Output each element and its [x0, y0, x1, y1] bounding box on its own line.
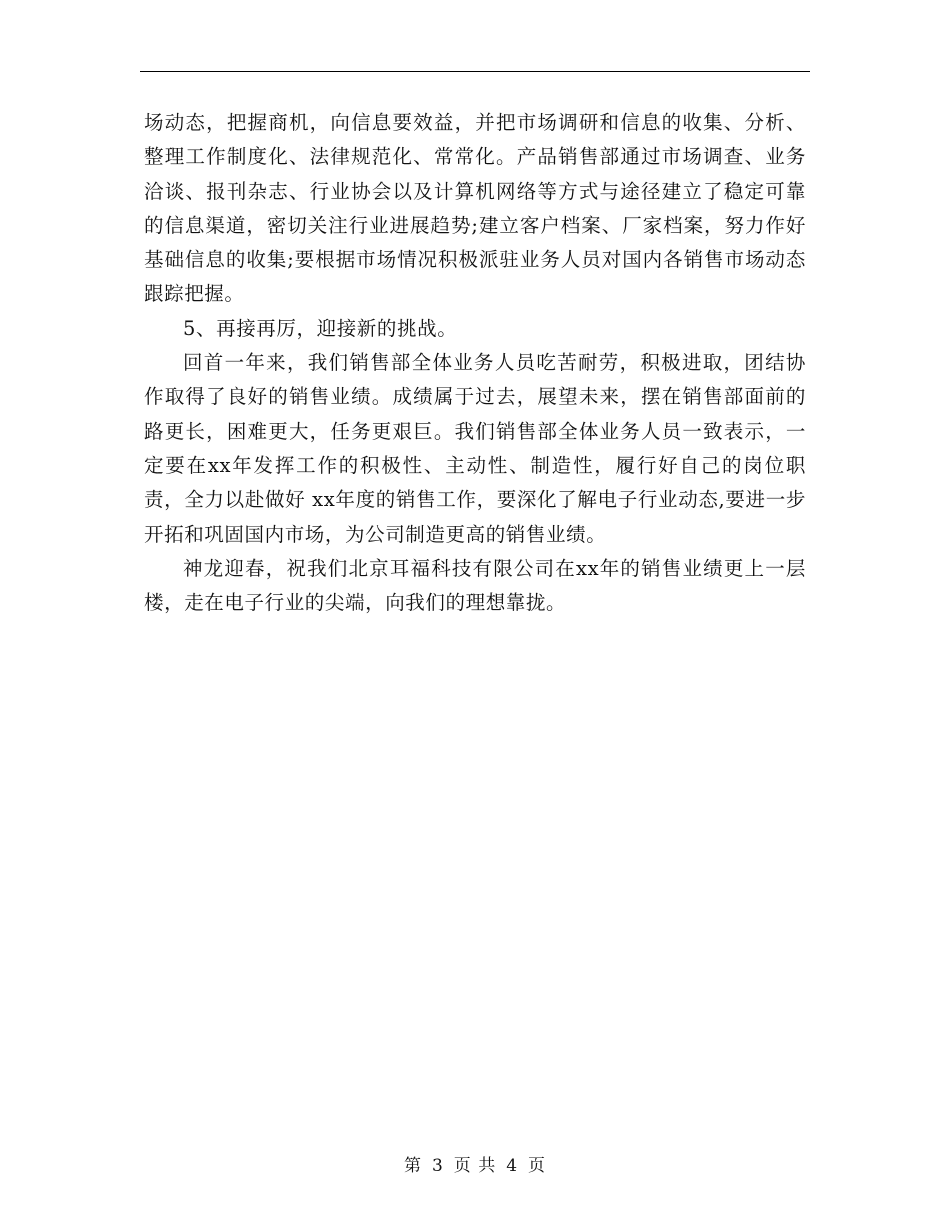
paragraph-continued: 场动态，把握商机，向信息要效益，并把市场调研和信息的收集、分析、整理工作制度化、法律规范化、常常化。产品销售部通过市场调查、业务洽谈、报刊杂志、行业协会以及计算机网络等方式与途径建立了稳定可靠的信息渠道，密切关注行业进展趋势;建立客户档案、厂家档案，努力作好基础信息的收集;要根据市场情况积极派驻业务人员对国内各销售市场动态跟踪把握。 — [144, 111, 806, 306]
footer-suffix: 页 — [528, 1156, 547, 1176]
header-rule — [140, 71, 810, 72]
paragraph-closing: 神龙迎春，祝我们北京耳福科技有限公司在xx年的销售业绩更上一层楼，走在电子行业的尖端，向我们的理想靠拢。 — [144, 556, 806, 615]
paragraph-review: 回首一年来，我们销售部全体业务人员吃苦耐劳，积极进取，团结协作取得了良好的销售业绩。成绩属于过去，展望未来，摆在销售部面前的路更长，困难更大，任务更艰巨。我们销售部全体业务人员一致表示，一定要在xx年发挥工作的积极性、主动性、制造性，履行好自己的岗位职责，全力以赴做好 xx年度的销售工作，要深化了解电子行业动态,要进一步开拓和巩固国内市场，为公司制造更高的销售业绩。 — [144, 351, 806, 546]
footer-middle: 页 共 — [453, 1156, 497, 1176]
footer-prefix: 第 — [403, 1156, 422, 1176]
footer-total-pages: 4 — [506, 1156, 519, 1176]
document-body — [144, 106, 806, 620]
footer-current-page: 3 — [431, 1156, 444, 1176]
page-footer — [0, 1154, 950, 1178]
section-heading: 5、再接再厉，迎接新的挑战。 — [183, 316, 458, 340]
